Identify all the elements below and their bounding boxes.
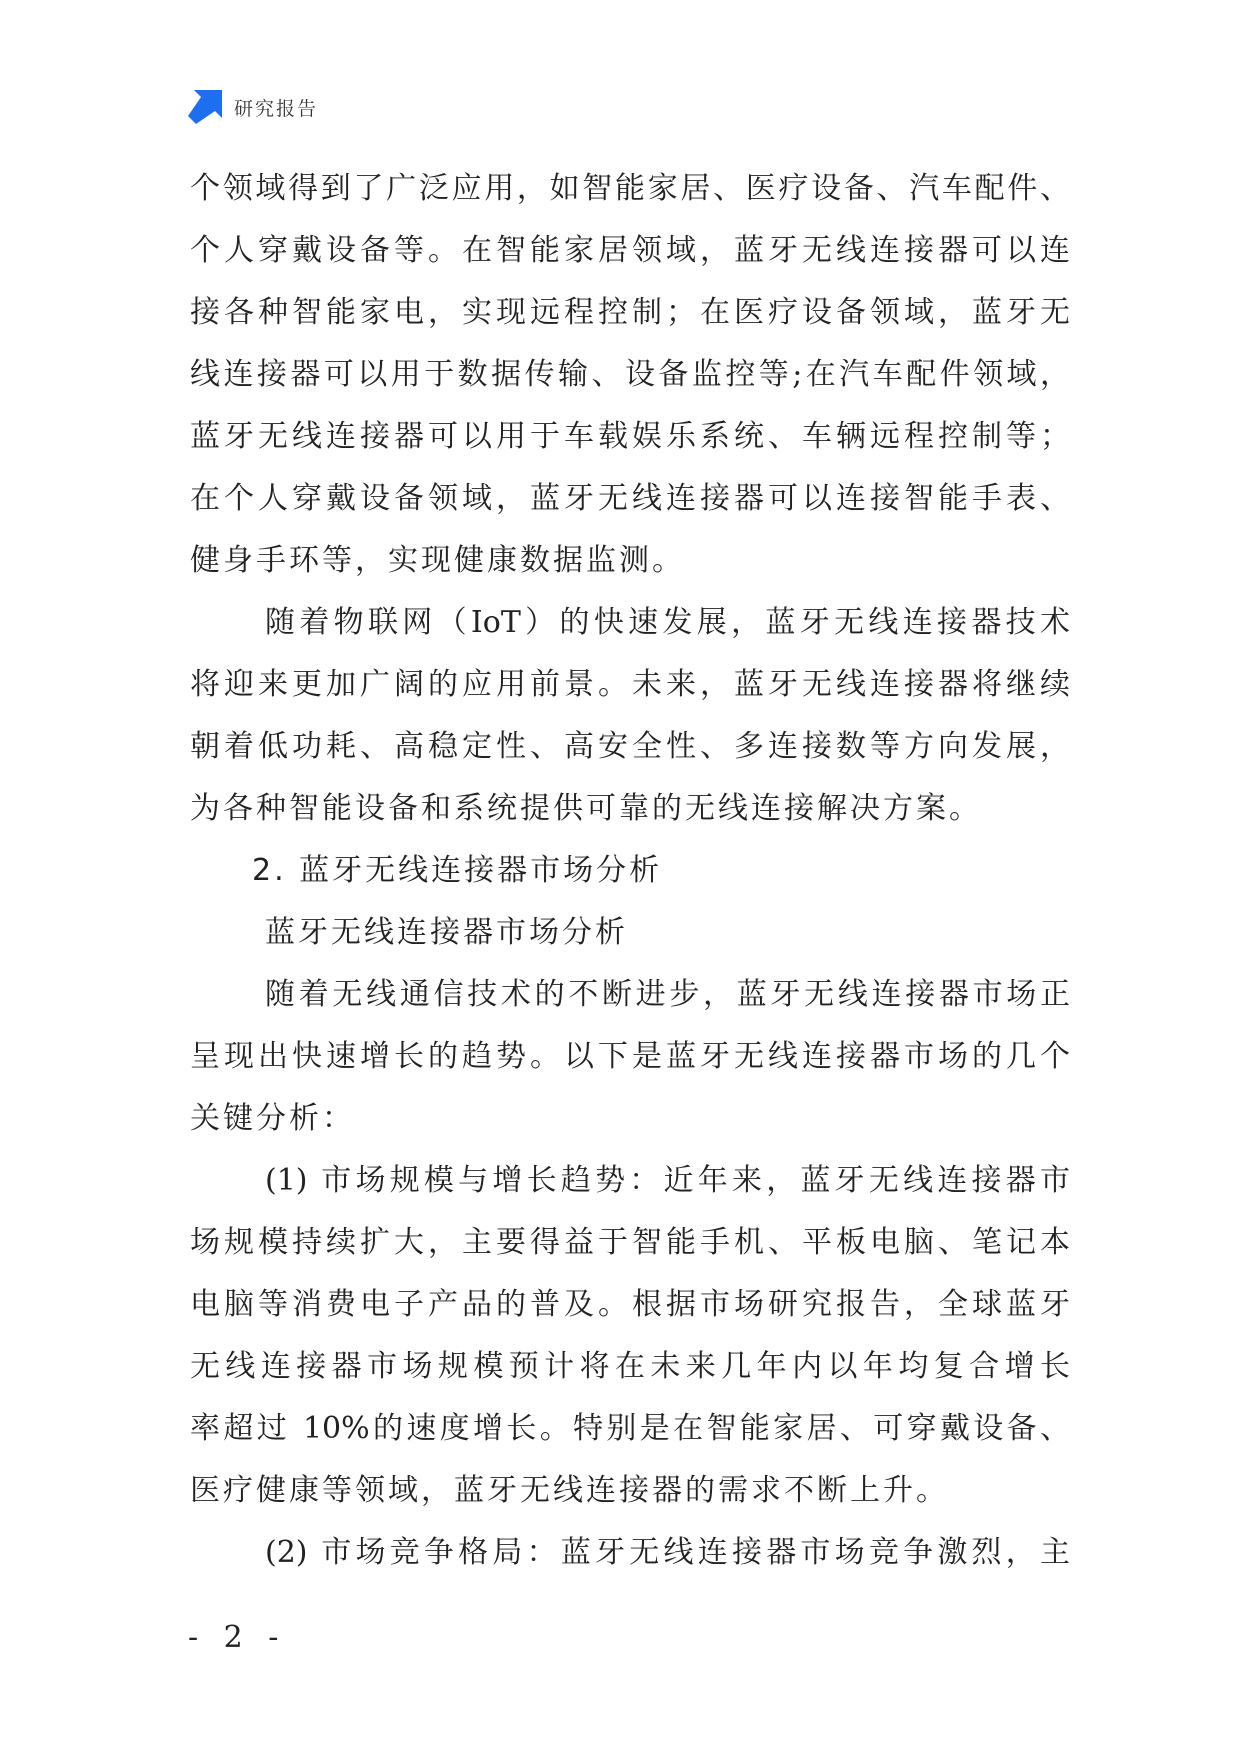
text-line: (2) 市场竞争格局：蓝牙无线连接器市场竞争激烈，主: [265, 1535, 1070, 1570]
text-line: 无线连接器市场规模预计将在未来几年内以年均复合增长: [190, 1349, 1070, 1384]
text-line: 电脑等消费电子产品的普及。根据市场研究报告，全球蓝牙: [190, 1287, 1070, 1322]
text-line: 医疗健康等领域，蓝牙无线连接器的需求不断上升。: [190, 1473, 949, 1508]
section-title: 蓝牙无线连接器市场分析: [299, 853, 663, 888]
text-line: 为各种智能设备和系统提供可靠的无线连接解决方案。: [190, 791, 982, 826]
section-heading: [190, 840, 1070, 902]
text-line: 呈现出快速增长的趋势。以下是蓝牙无线连接器市场的几个: [190, 1039, 1070, 1074]
text-line: 接各种智能家电，实现远程控制；在医疗设备领域，蓝牙无: [190, 295, 1070, 330]
text-line: 将迎来更加广阔的应用前景。未来，蓝牙无线连接器将继续: [190, 667, 1070, 702]
header-title: 研究报告: [234, 97, 319, 120]
text-line: 线连接器可以用于数据传输、设备监控等;在汽车配件领域，: [190, 357, 1070, 392]
text-line: 关键分析：: [190, 1101, 355, 1136]
text-line: 在个人穿戴设备领域，蓝牙无线连接器可以连接智能手表、: [190, 481, 1070, 516]
text-line: 个领域得到了广泛应用，如智能家居、医疗设备、汽车配件、: [190, 171, 1070, 206]
text-line: 蓝牙无线连接器市场分析: [265, 915, 628, 950]
text-line: 率超过 10%的速度增长。特别是在智能家居、可穿戴设备、: [190, 1411, 1070, 1446]
arrow-up-right-icon: [188, 90, 222, 124]
text-line: (1) 市场规模与增长趋势：近年来，蓝牙无线连接器市: [265, 1163, 1070, 1198]
document-body: [190, 158, 1070, 1584]
text-line: 随着物联网（IoT）的快速发展，蓝牙无线连接器技术: [265, 605, 1070, 640]
page-number: - 2 -: [188, 1620, 287, 1655]
text-line: 蓝牙无线连接器可以用于车载娱乐系统、车辆远程控制等；: [190, 419, 1070, 454]
text-line: 个人穿戴设备等。在智能家居领域，蓝牙无线连接器可以连: [190, 233, 1070, 268]
text-line: 场规模持续扩大，主要得益于智能手机、平板电脑、笔记本: [190, 1225, 1070, 1260]
section-number: 2.: [252, 853, 287, 888]
text-line: 健身手环等，实现健康数据监测。: [190, 543, 685, 578]
report-header: [188, 90, 318, 124]
text-line: 随着无线通信技术的不断进步，蓝牙无线连接器市场正: [265, 977, 1070, 1012]
text-line: 朝着低功耗、高稳定性、高安全性、多连接数等方向发展，: [190, 729, 1070, 764]
